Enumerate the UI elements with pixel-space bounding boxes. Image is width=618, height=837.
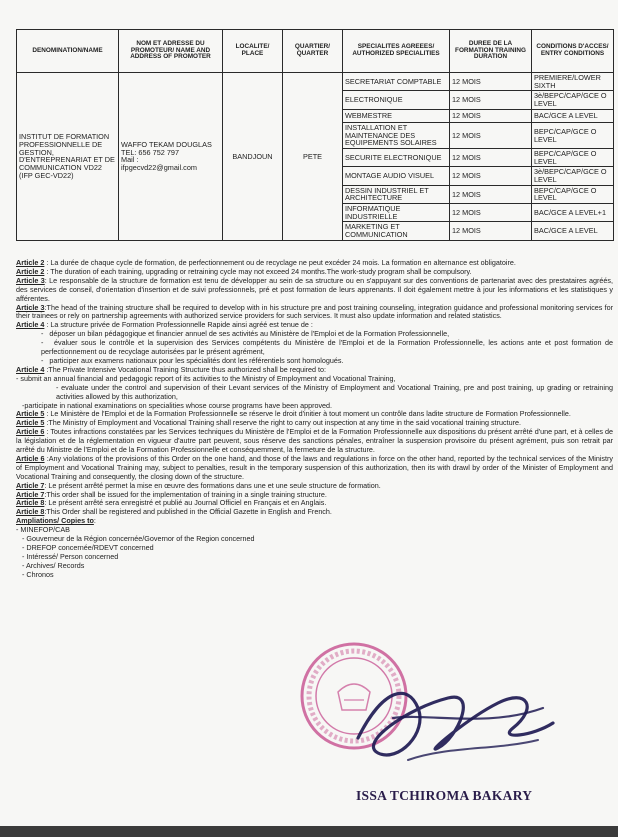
promoter-mail: ifpgecvd22@gmail.com <box>121 162 197 172</box>
article-label: Article 6 <box>16 427 45 437</box>
entry-cell: BAC/GCE A LEVEL+1 <box>532 204 614 222</box>
promoter-mail-label: Mail : <box>121 155 139 165</box>
article-text: :This order shall be issued for the implementation of training in a single training structure. <box>44 489 327 499</box>
article-4-en-item: - submit an annual financial and pedagogic report of its activities to the Ministry of Employment and Vocational Training, <box>16 373 396 383</box>
duration-cell: 12 MOIS <box>450 167 532 185</box>
article-text: : La durée de chaque cycle de formation, de perfectionnement ou de recyclage ne peut excéder 24 mois. La formation en alternance est obligatoire. <box>44 258 516 267</box>
article-label: Article 7 <box>16 480 45 490</box>
header-place: LOCALITE/ PLACE <box>223 30 283 73</box>
article-text: : Le Ministère de l'Emploi et de la Formation Professionnelle se réserve le droit d'initier à tout moment un contrôle dans ladite structure de Formation Professionnelle. <box>44 409 571 419</box>
article-4-en-item: - evaluate under the control and supervision of their Levant services of the Ministry of Employment and Vocational Training, pre and post training, up grading or retraining activities allowed by this authorization, <box>56 382 613 401</box>
article-text: :This Order shall be registered and published in the Official Gazette in English and French. <box>44 507 332 517</box>
article-label: Article 3 <box>16 302 45 312</box>
article-label: Article 4 <box>16 320 45 330</box>
header-duration: DUREE DE LA FORMATION TRAINING DURATION <box>450 30 532 73</box>
bullet-text: évaluer sous le contrôle et la supervision des Services compétents du Ministère de l'Emploi et de la Formation Professionnelle, les actions ante et post formation de perfectionnement ou de recyclage autorisées par le présent agrément, <box>41 338 613 357</box>
place-cell: BANDJOUN <box>223 73 283 241</box>
duration-cell: 12 MOIS <box>450 149 532 167</box>
article-4-fr-bullet: - déposer un bilan pédagogique et financier annuel de ses activités au Ministère de l'Emploi et de la Formation Professionnelle, <box>41 329 450 339</box>
article-label: Article 8 <box>16 507 45 517</box>
duration-cell: 12 MOIS <box>450 123 532 149</box>
article-label: Article 8 <box>16 498 45 508</box>
speciality-cell: ELECTRONIQUE <box>343 91 450 109</box>
copies-item: - Gouverneur de la Région concernée/Governor of the Region concerned <box>22 534 255 544</box>
article-4-fr-bullet: - participer aux examens nationaux pour les spécialités dont les référentiels sont homologués. <box>41 355 344 365</box>
article-text: : Toutes infractions constatées par les Services techniques du Ministère de l'Emploi et de la Formation Professionnelle aux dispositions du présent arrêté d'une part, et à celles de la législation et de la réglementation en vigueur d'autre part peuvent, sous réserve des sanctions pénales, entraîner la suspension provisoire du présent agrément, puis son retrait par arrêté du Ministre de l'Emploi et de la Formation Professionnelle et conséquemment, la fermeture de la structure. <box>16 427 613 455</box>
bullet-text: déposer un bilan pédagogique et financier annuel de ses activités au Ministère de l'Emploi et de la Formation Professionnelle, <box>49 329 450 339</box>
institution-name: INSTITUT DE FORMATION PROFESSIONNELLE DE GESTION, D'ENTREPRENARIAT ET DE COMMUNICATION VD22 (IFP GEC-VD22) <box>17 73 119 241</box>
header-quarter: QUARTIER/ QUARTER <box>283 30 343 73</box>
duration-cell: 12 MOIS <box>450 73 532 91</box>
scan-edge <box>0 826 618 837</box>
entry-cell: 3è/BEPC/CAP/GCE O LEVEL <box>532 167 614 185</box>
copies-colon: : <box>93 516 96 526</box>
copies-title <box>16 517 613 526</box>
article-text: :Any violations of the provisions of this Order on the one hand, and those of the laws and regulations in force on the other hand, reported by the technical services of the Ministry of Employment and Vocational Training may, subject to penalties, result in the temporary suspension of this authorization, then its with drawl by order of the Minister of Employment and Vocational Training and consequently, the closing down of the structure. <box>16 453 613 481</box>
header-name: DENOMINATION/NAME <box>17 30 119 73</box>
speciality-cell: MONTAGE AUDIO VISUEL <box>343 167 450 185</box>
article-4-en-item: -participate in national examinations on specialities whose course programs have been approved. <box>22 400 333 410</box>
article-8-en <box>16 508 613 517</box>
entry-cell: 3è/BEPC/CAP/GCE O LEVEL <box>532 91 614 109</box>
article-6-fr <box>16 428 613 455</box>
authorization-table <box>16 29 614 241</box>
article-label: Article 6 <box>16 453 45 463</box>
promoter-cell <box>119 73 223 241</box>
article-6-en <box>16 455 613 482</box>
entry-cell: BEPC/CAP/GCE O LEVEL <box>532 185 614 203</box>
article-text: : The duration of each training, upgrading or retraining cycle may not exceed 24 months.The work-study program shall be compulsory. <box>44 266 472 276</box>
speciality-cell: WEBMESTRE <box>343 109 450 123</box>
duration-cell: 12 MOIS <box>450 222 532 240</box>
article-label: Article 2 <box>16 266 45 276</box>
entry-cell: BEPC/CAP/GCE O LEVEL <box>532 149 614 167</box>
signatory-name: ISSA TCHIROMA BAKARY <box>356 788 533 803</box>
promoter-name: WAFFO TEKAM DOUGLAS <box>121 140 212 150</box>
header-entry: CONDITIONS D'ACCES/ ENTRY CONDITIONS <box>532 30 614 73</box>
promoter-tel: TEL: 656 752 797 <box>121 147 180 157</box>
article-label: Article 4 <box>16 364 45 374</box>
article-text: :The head of the training structure shall be required to develop with in his structure pre and post training counseling, integration guidance and professional monitoring services for their trainees or rely on partnership agreements with authorized service providers for such services. It must also update information and related statistics. <box>16 302 613 321</box>
speciality-cell: INFORMATIQUE INDUSTRIELLE <box>343 204 450 222</box>
quarter-cell: PETE <box>283 73 343 241</box>
copies-item: - Archives/ Records <box>22 560 85 570</box>
article-text: : Le responsable de la structure de formation est tenu de développer au sein de sa structure ou en s'appuyant sur des conventions de partenariat avec des prestataires agréés, des services de conseil, d'orientation d'insertion et de suivi professionnels, pré et post formation de leurs apprenants. Il doit également mettre à jour les informations et les statistiques y afférentes. <box>16 275 613 303</box>
articles-body <box>16 259 613 580</box>
speciality-cell: DESSIN INDUSTRIEL ET ARCHITECTURE <box>343 185 450 203</box>
duration-cell: 12 MOIS <box>450 91 532 109</box>
article-text: : La structure privée de Formation Professionnelle Rapide ainsi agréé est tenue de : <box>44 320 313 330</box>
speciality-cell: SECURITE ELECTRONIQUE <box>343 149 450 167</box>
speciality-cell: SECRETARIAT COMPTABLE <box>343 73 450 91</box>
copies-item: - Intéressé/ Person concerned <box>22 551 119 561</box>
duration-cell: 12 MOIS <box>450 185 532 203</box>
article-text: : Le présent arrêté permet la mise en œuvre des formations dans une et une seule structure de formation. <box>44 480 381 490</box>
article-3-en <box>16 304 613 322</box>
copies-title-text: Ampliations/ Copies to <box>16 516 94 526</box>
bullet-text: participer aux examens nationaux pour les spécialités dont les référentiels sont homologués. <box>49 355 344 365</box>
copies-item: - MINEFOP/CAB <box>16 525 70 535</box>
duration-cell: 12 MOIS <box>450 204 532 222</box>
article-label: Article 5 <box>16 409 45 419</box>
article-text: :The Ministry of Employment and Vocational Training shall reserve the right to carry out inspection at any time in the said vocational training structure. <box>44 418 521 428</box>
entry-cell: PREMIERE/LOWER SIXTH <box>532 73 614 91</box>
article-text: :The Private Intensive Vocational Training Structure thus authorized shall be required to: <box>44 364 327 374</box>
entry-cell: BEPC/CAP/GCE O LEVEL <box>532 123 614 149</box>
article-text: : Le présent arrêté sera enregistré et publié au Journal Officiel en Français et en Anglais. <box>44 498 327 508</box>
table-header-row <box>17 30 614 73</box>
handwritten-signature-icon <box>338 668 568 773</box>
article-3-fr <box>16 277 613 304</box>
table-row <box>17 73 614 91</box>
copies-item: - DREFOP concernée/RDEVT concerned <box>22 543 154 552</box>
header-specialities: SPECIALITES AGREEES/ AUTHORIZED SPECIALITIES <box>343 30 450 73</box>
article-label: Article 5 <box>16 418 45 428</box>
speciality-cell: MARKETING ET COMMUNICATION <box>343 222 450 240</box>
entry-cell: BAC/GCE A LEVEL <box>532 109 614 123</box>
entry-cell: BAC/GCE A LEVEL <box>532 222 614 240</box>
speciality-cell: INSTALLATION ET MAINTENANCE DES EQUIPEMENTS SOLAIRES <box>343 123 450 149</box>
article-label: Article 3 <box>16 275 45 285</box>
article-label: Article 2 <box>16 258 45 267</box>
duration-cell: 12 MOIS <box>450 109 532 123</box>
article-label: Article 7 <box>16 489 45 499</box>
article-4-fr-bullet: - évaluer sous le contrôle et la supervision des Services compétents du Ministère de l'Emploi et de la Formation Professionnelle, les actions ante et post formation de perfectionnement ou de recyclage autorisées par le présent agrément, <box>41 338 613 357</box>
header-promoter: NOM ET ADRESSE DU PROMOTEUR/ NAME AND ADDRESS OF PROMOTER <box>119 30 223 73</box>
copies-item: - Chronos <box>22 569 54 579</box>
